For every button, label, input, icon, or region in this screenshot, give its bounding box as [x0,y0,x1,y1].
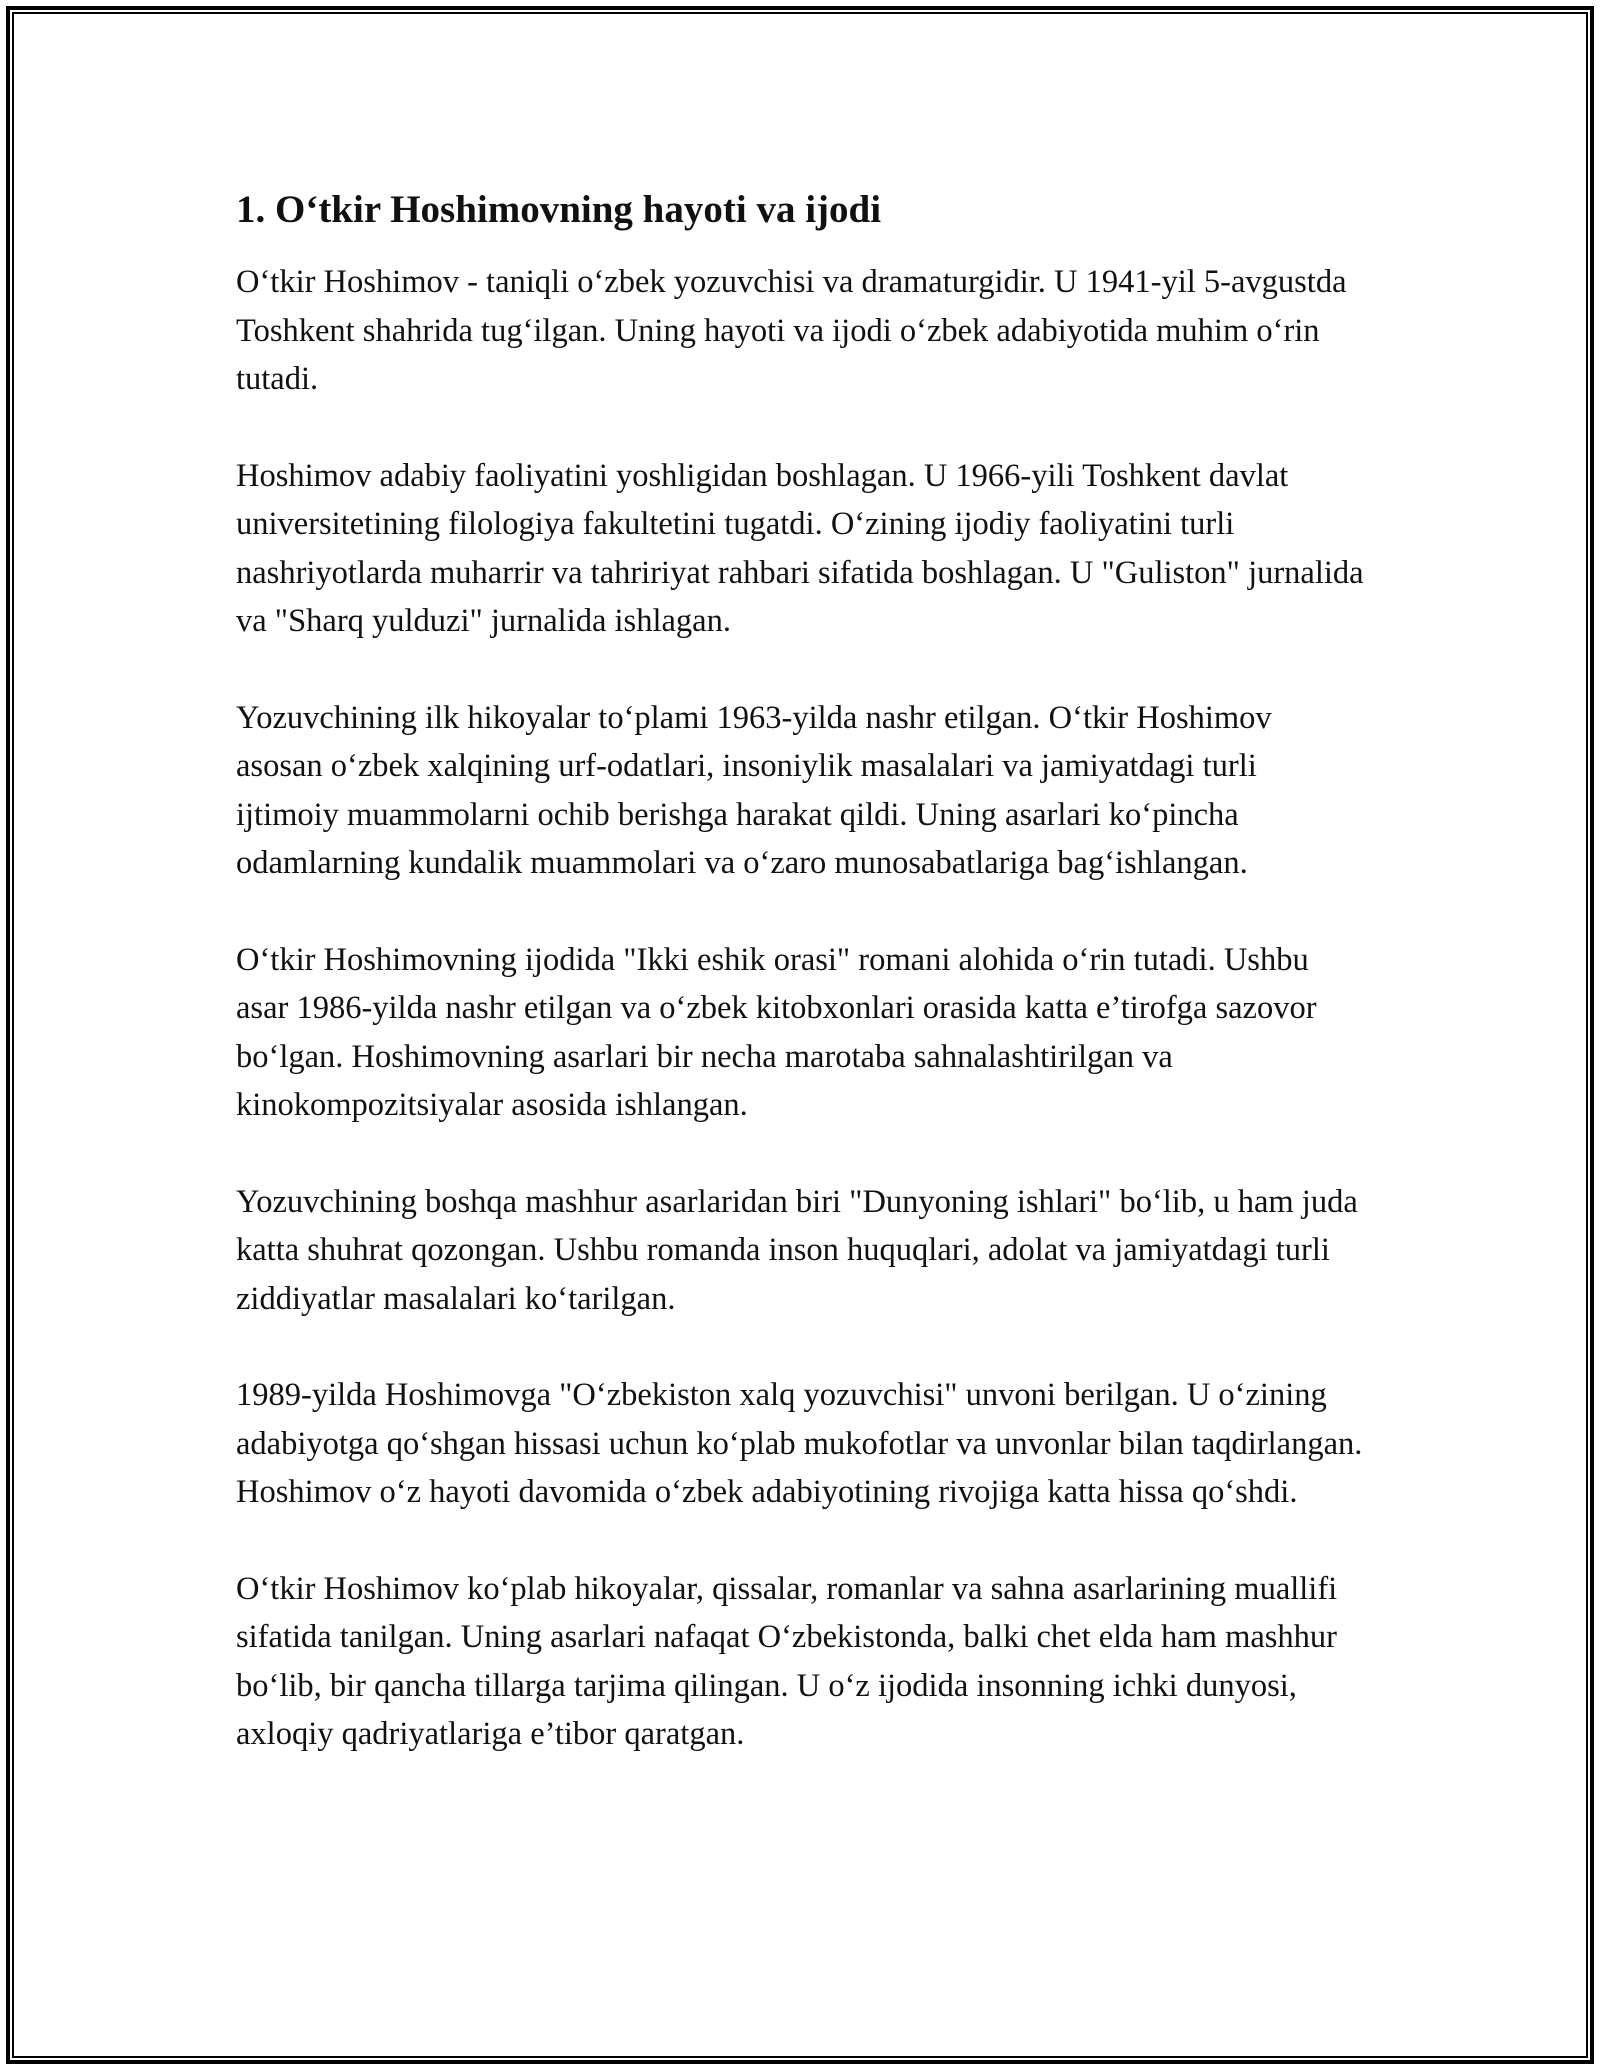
document-title: 1. O‘tkir Hoshimovning hayoti va ijodi [236,188,882,231]
paragraph-1: O‘tkir Hoshimov - taniqli o‘zbek yozuvchisi va dramaturgidir. U 1941-yil 5-avgustda Toshkent shahrida tug‘ilgan. Uning hayoti va ijodi o‘zbek adabiyotida muhim o‘rin tutadi. [236,264,1347,397]
paragraph-7: O‘tkir Hoshimov ko‘plab hikoyalar, qissalar, romanlar va sahna asarlarining muallifi sifatida tanilgan. Uning asarlari nafaqat O‘zbekistonda, balki chet elda ham mashhur bo‘lib, bir qancha tillarga tarjima qilingan. U o‘z ijodida insonning ichki dunyosi, axloqiy qadriyatlariga e’tibor qaratgan. [236,1570,1338,1752]
paragraph-4: O‘tkir Hoshimovning ijodida "Ikki eshik orasi" romani alohida o‘rin tutadi. Ushbu asar 1986-yilda nashr etilgan va o‘zbek kitobxonlari orasida katta e’tirofga sazovor bo‘lgan. Hoshimovning asarlari bir necha marotaba sahnalashtirilgan va kinokompozitsiyalar asosida ishlangan. [236,941,1317,1123]
paragraph-6: 1989-yilda Hoshimovga "O‘zbekiston xalq yozuvchisi" unvoni berilgan. U o‘zining adabiyotga qo‘shgan hissasi uchun ko‘plab mukofotlar va unvonlar bilan taqdirlangan. Hoshimov o‘z hayoti davomida o‘zbek adabiyotining rivojiga katta hissa qo‘shdi. [236,1377,1363,1510]
paragraph-5: Yozuvchining boshqa mashhur asarlaridan biri "Dunyoning ishlari" bo‘lib, u ham juda katta shuhrat qozongan. Ushbu romanda inson huquqlari, adolat va jamiyatdagi turli ziddiyatlar masalalari ko‘tarilgan. [236,1183,1358,1317]
paragraph-3: Yozuvchining ilk hikoyalar to‘plami 1963-yilda nashr etilgan. O‘tkir Hoshimov asosan o‘zbek xalqining urf-odatlari, insoniylik masalalari va jamiyatdagi turli ijtimoiy muammolarni ochib berishga harakat qildi. Uning asarlari ko‘pincha odamlarning kundalik muammolari va o‘zaro munosabatlariga bag‘ishlangan. [236,699,1272,881]
document-body [236,186,1366,1807]
paragraph-2: Hoshimov adabiy faoliyatini yoshligidan boshlagan. U 1966-yili Toshkent davlat universitetining filologiya fakultetini tugatdi. O‘zining ijodiy faoliyatini turli nashriyotlarda muharrir va tahririyat rahbari sifatida boshlagan. U "Guliston" jurnalida va "Sharq yulduzi" jurnalida ishlagan. [236,457,1364,639]
